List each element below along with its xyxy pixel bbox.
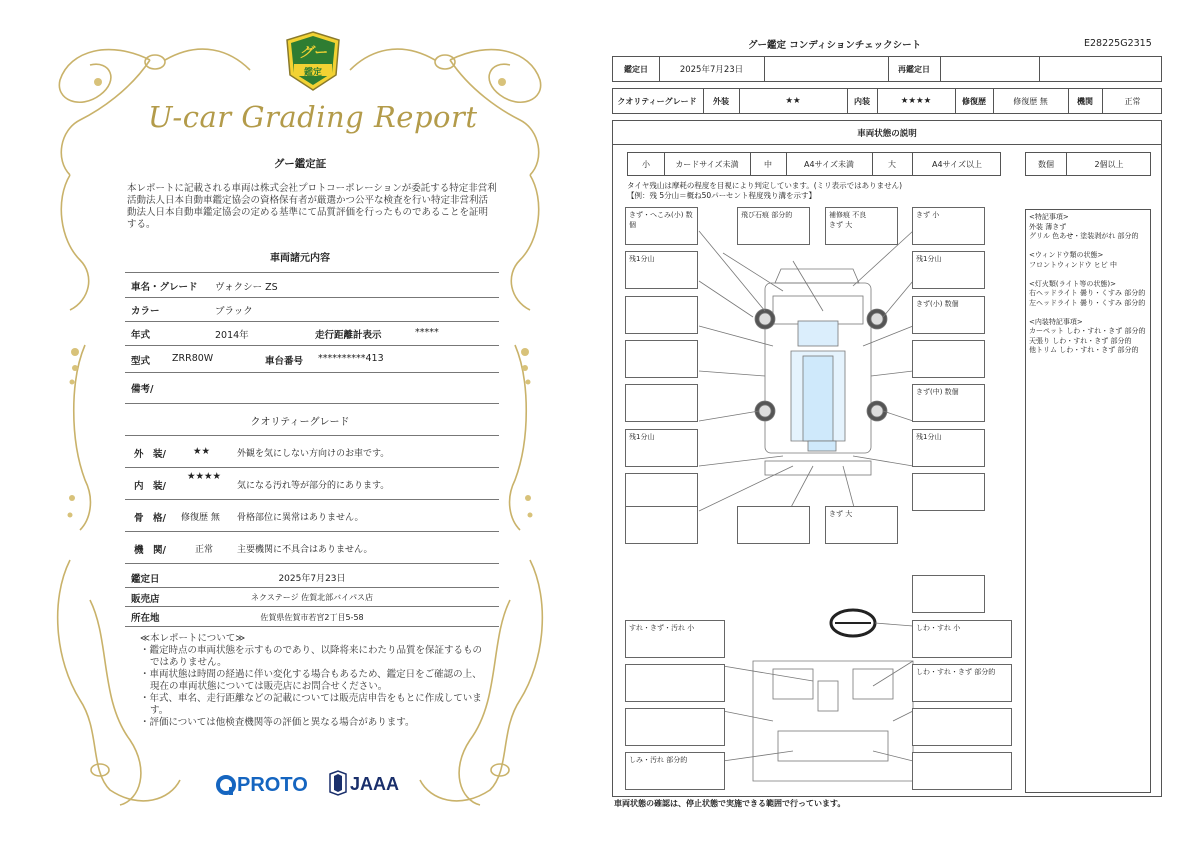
model-value: ZRR80W <box>172 353 214 364</box>
report-notes <box>140 633 490 729</box>
notes-line: 左ヘッドライト 曇り・くすみ 部分的 <box>1029 298 1146 307</box>
year-label: 年式 <box>131 330 151 341</box>
notes-line: 他トリム しわ・すれ・きず 部分的 <box>1029 346 1139 354</box>
date-row <box>612 56 1162 82</box>
damage-box-empty <box>912 575 985 613</box>
interior-box-empty <box>912 752 1012 790</box>
engine-value-sheet: 正常 <box>1124 96 1141 106</box>
notes-heading: <灯火類(ライト等の状態)> <box>1029 279 1116 288</box>
interior-box-empty <box>625 708 725 746</box>
repair-value: 修復歴 無 <box>1013 96 1048 106</box>
row-year <box>125 322 499 346</box>
size-large-desc: A4サイズ以上 <box>932 159 982 169</box>
exterior-stars: ★★ <box>193 446 211 457</box>
damage-box-empty <box>737 506 810 544</box>
interior-box: しわ・すれ 小 <box>912 620 1012 658</box>
jaaa-logo <box>328 770 408 798</box>
interior-label: 内 装/ <box>134 481 166 492</box>
damage-box-empty <box>912 340 985 378</box>
proto-logo <box>215 772 325 798</box>
row-engine <box>125 532 499 564</box>
damage-box: 飛び石痕 部分的 <box>737 207 810 245</box>
script-title: U-car Grading Report <box>148 100 478 134</box>
int-label: 内装 <box>854 96 870 106</box>
note-item: ・鑑定時点の車両状態を示すものであり、以降将来にわたり品質を保証するものではありません。 <box>140 645 483 668</box>
damage-box-empty <box>625 384 698 422</box>
repair-label: 修復歴 <box>962 96 986 106</box>
specs-title: 車両諸元内容 <box>270 253 330 264</box>
model-label: 型式 <box>131 356 151 367</box>
notes-heading: <ウィンドウ類の状態> <box>1029 251 1104 259</box>
badge-bottom-text: 鑑定 <box>303 68 322 78</box>
doc-title: グー鑑定証 <box>273 158 327 170</box>
color-label: カラー <box>131 306 160 317</box>
frame-desc: 骨格部位に異常はありません。 <box>237 513 364 523</box>
year-value: 2014年 <box>215 330 249 341</box>
condition-check-sheet <box>608 28 1168 818</box>
interior-stars: ★★★★ <box>187 471 222 482</box>
row-model <box>125 346 499 373</box>
damage-box-empty <box>625 340 698 378</box>
row-frame <box>125 500 499 532</box>
row-remarks <box>125 373 499 404</box>
interior-box: しみ・汚れ 部分的 <box>625 752 725 790</box>
reinspect-label: 再鑑定日 <box>898 64 930 74</box>
notes-line: カーペット しわ・すれ・きず 部分的 <box>1029 327 1146 335</box>
tire-note-1: タイヤ残山は摩耗の程度を目視により判定しています。(ミリ表示ではありません) <box>627 181 903 190</box>
interior-box: すれ・きず・汚れ 小 <box>625 620 725 658</box>
tire-box: 残1分山 <box>912 251 985 289</box>
address-value: 佐賀県佐賀市若宮2丁目5-58 <box>260 613 364 622</box>
shop-value: ネクステージ 佐賀北部バイパス店 <box>251 593 373 602</box>
notes-heading: <特記事項> <box>1029 213 1069 221</box>
damage-box-empty <box>625 506 698 544</box>
sheet-footer: 車両状態の確認は、停止状態で実施できる範囲で行っています。 <box>614 799 846 808</box>
specs-title-rule <box>125 263 499 273</box>
jaaa-logo-text: JAAA <box>350 774 400 794</box>
exterior-desc: 外観を気にしない方向けのお車です。 <box>237 449 390 459</box>
row-date <box>125 564 499 588</box>
interior-box-empty <box>625 664 725 702</box>
engine-value: 正常 <box>195 545 214 555</box>
chassis-value: **********413 <box>318 353 384 364</box>
interior-box: しわ・すれ・きず 部分的 <box>912 664 1012 702</box>
quality-title-rule <box>125 404 499 436</box>
note-item: ・評価については他検査機関等の評価と異なる場合があります。 <box>140 717 415 728</box>
shop-label: 販売店 <box>131 594 160 605</box>
notes-line: 天張り しわ・すれ・きず 部分的 <box>1029 336 1132 345</box>
notes-title: ≪本レポートについて≫ <box>140 633 246 644</box>
intro-text: 本レポートに記載される車両は株式会社プロトコーポレーションが委託する特定非営利活動法人日本自動車鑑定協会の資格保有者が厳選かつ公平な検査を行い特定非営利活動法人日本自動車鑑定協会の定める基準にて品質評価を行ったものであることを証明する。 <box>127 183 497 230</box>
notes-line: フロントウィンドウ ヒビ 中 <box>1029 260 1118 269</box>
color-value: ブラック <box>215 306 253 317</box>
note-item: ・車両状態は時間の経過に伴い変化する場合もあるため、鑑定日をご確認の上、現在の車両状態については販売店にお問合せください。 <box>140 669 482 692</box>
special-notes-panel <box>1025 209 1151 793</box>
tire-box: 残1分山 <box>625 429 698 467</box>
row-address <box>125 607 499 627</box>
goo-appraisal-badge <box>284 30 342 92</box>
sheet-date-value: 2025年7月23日 <box>679 65 744 75</box>
row-name <box>125 274 499 298</box>
int-stars: ★★★★ <box>900 96 932 106</box>
damage-box: 補修痕 不良 きず 大 <box>825 207 898 245</box>
engine-desc: 主要機関に不具合はありません。 <box>237 545 373 555</box>
row-interior <box>125 468 499 500</box>
name-label: 車名・グレード <box>131 282 198 293</box>
size-mid: 中 <box>764 159 772 169</box>
row-color <box>125 298 499 322</box>
chassis-label: 車台番号 <box>265 356 304 367</box>
name-value: ヴォクシー ZS <box>215 282 278 293</box>
vehicle-state-frame <box>612 120 1162 797</box>
ext-stars: ★★ <box>785 96 801 106</box>
quality-label: クオリティーグレード <box>617 96 697 106</box>
row-shop <box>125 588 499 607</box>
quality-row <box>612 88 1162 114</box>
row-exterior <box>125 436 499 468</box>
proto-logo-icon <box>215 774 237 796</box>
sheet-date-label: 鑑定日 <box>624 64 648 74</box>
damage-box: きず(中) 数個 <box>912 384 985 422</box>
quality-title: クオリティーグレード <box>250 417 350 428</box>
jaaa-logo-icon <box>328 770 348 796</box>
cert-date-label: 鑑定日 <box>131 574 160 585</box>
frame-value: 修復歴 無 <box>181 513 220 523</box>
cert-date-value: 2025年7月23日 <box>278 574 346 584</box>
damage-box: きず 大 <box>825 506 898 544</box>
size-large: 大 <box>888 159 896 169</box>
interior-box-empty <box>912 708 1012 746</box>
count-label: 数個 <box>1038 159 1054 169</box>
mileage-value: ***** <box>415 327 439 338</box>
tire-box: 残1分山 <box>912 429 985 467</box>
frame-label: 骨 格/ <box>134 513 166 524</box>
damage-box: きず 小 <box>912 207 985 245</box>
notes-heading: <内装特記事項> <box>1029 317 1083 326</box>
mileage-label: 走行距離計表示 <box>315 330 382 341</box>
tire-box: 残1分山 <box>625 251 698 289</box>
size-mid-desc: A4サイズ未満 <box>804 159 854 169</box>
notes-line: グリル 色あせ・塗装剥がれ 部分的 <box>1029 232 1139 240</box>
count-desc: 2個以上 <box>1094 159 1124 169</box>
tire-note-2: 【例：残 5分山＝概ね50パーセント程度残り溝を示す】 <box>627 191 817 200</box>
sheet-id: E28225G2315 <box>1084 38 1152 49</box>
remarks-label: 備考/ <box>131 384 154 395</box>
proto-logo-text: PROTO <box>237 774 308 796</box>
exterior-label: 外 装/ <box>134 449 166 460</box>
damage-box-empty <box>625 296 698 334</box>
address-label: 所在地 <box>131 613 160 624</box>
engine-label-sheet: 機関 <box>1077 96 1093 106</box>
note-item: ・年式、車名、走行距離などの記載については販売店申告をもとに作成しています。 <box>140 693 482 716</box>
notes-line: 外装 薄きず <box>1029 222 1067 231</box>
state-title: 車両状態の説明 <box>613 121 1161 145</box>
engine-label: 機 関/ <box>134 545 166 556</box>
badge-top-text: グー <box>299 45 327 61</box>
damage-box: きず・へこみ(小) 数個 <box>625 207 698 245</box>
notes-line: 右ヘッドライト 曇り・くすみ 部分的 <box>1029 289 1146 297</box>
interior-desc: 気になる汚れ等が部分的にあります。 <box>237 481 390 491</box>
damage-box: きず(小) 数個 <box>912 296 985 334</box>
ext-label: 外装 <box>713 96 729 106</box>
size-small-desc: カードサイズ未満 <box>675 159 739 169</box>
sheet-title: グー鑑定 コンディションチェックシート <box>748 40 922 51</box>
damage-box-empty <box>912 473 985 511</box>
size-small: 小 <box>642 159 650 169</box>
